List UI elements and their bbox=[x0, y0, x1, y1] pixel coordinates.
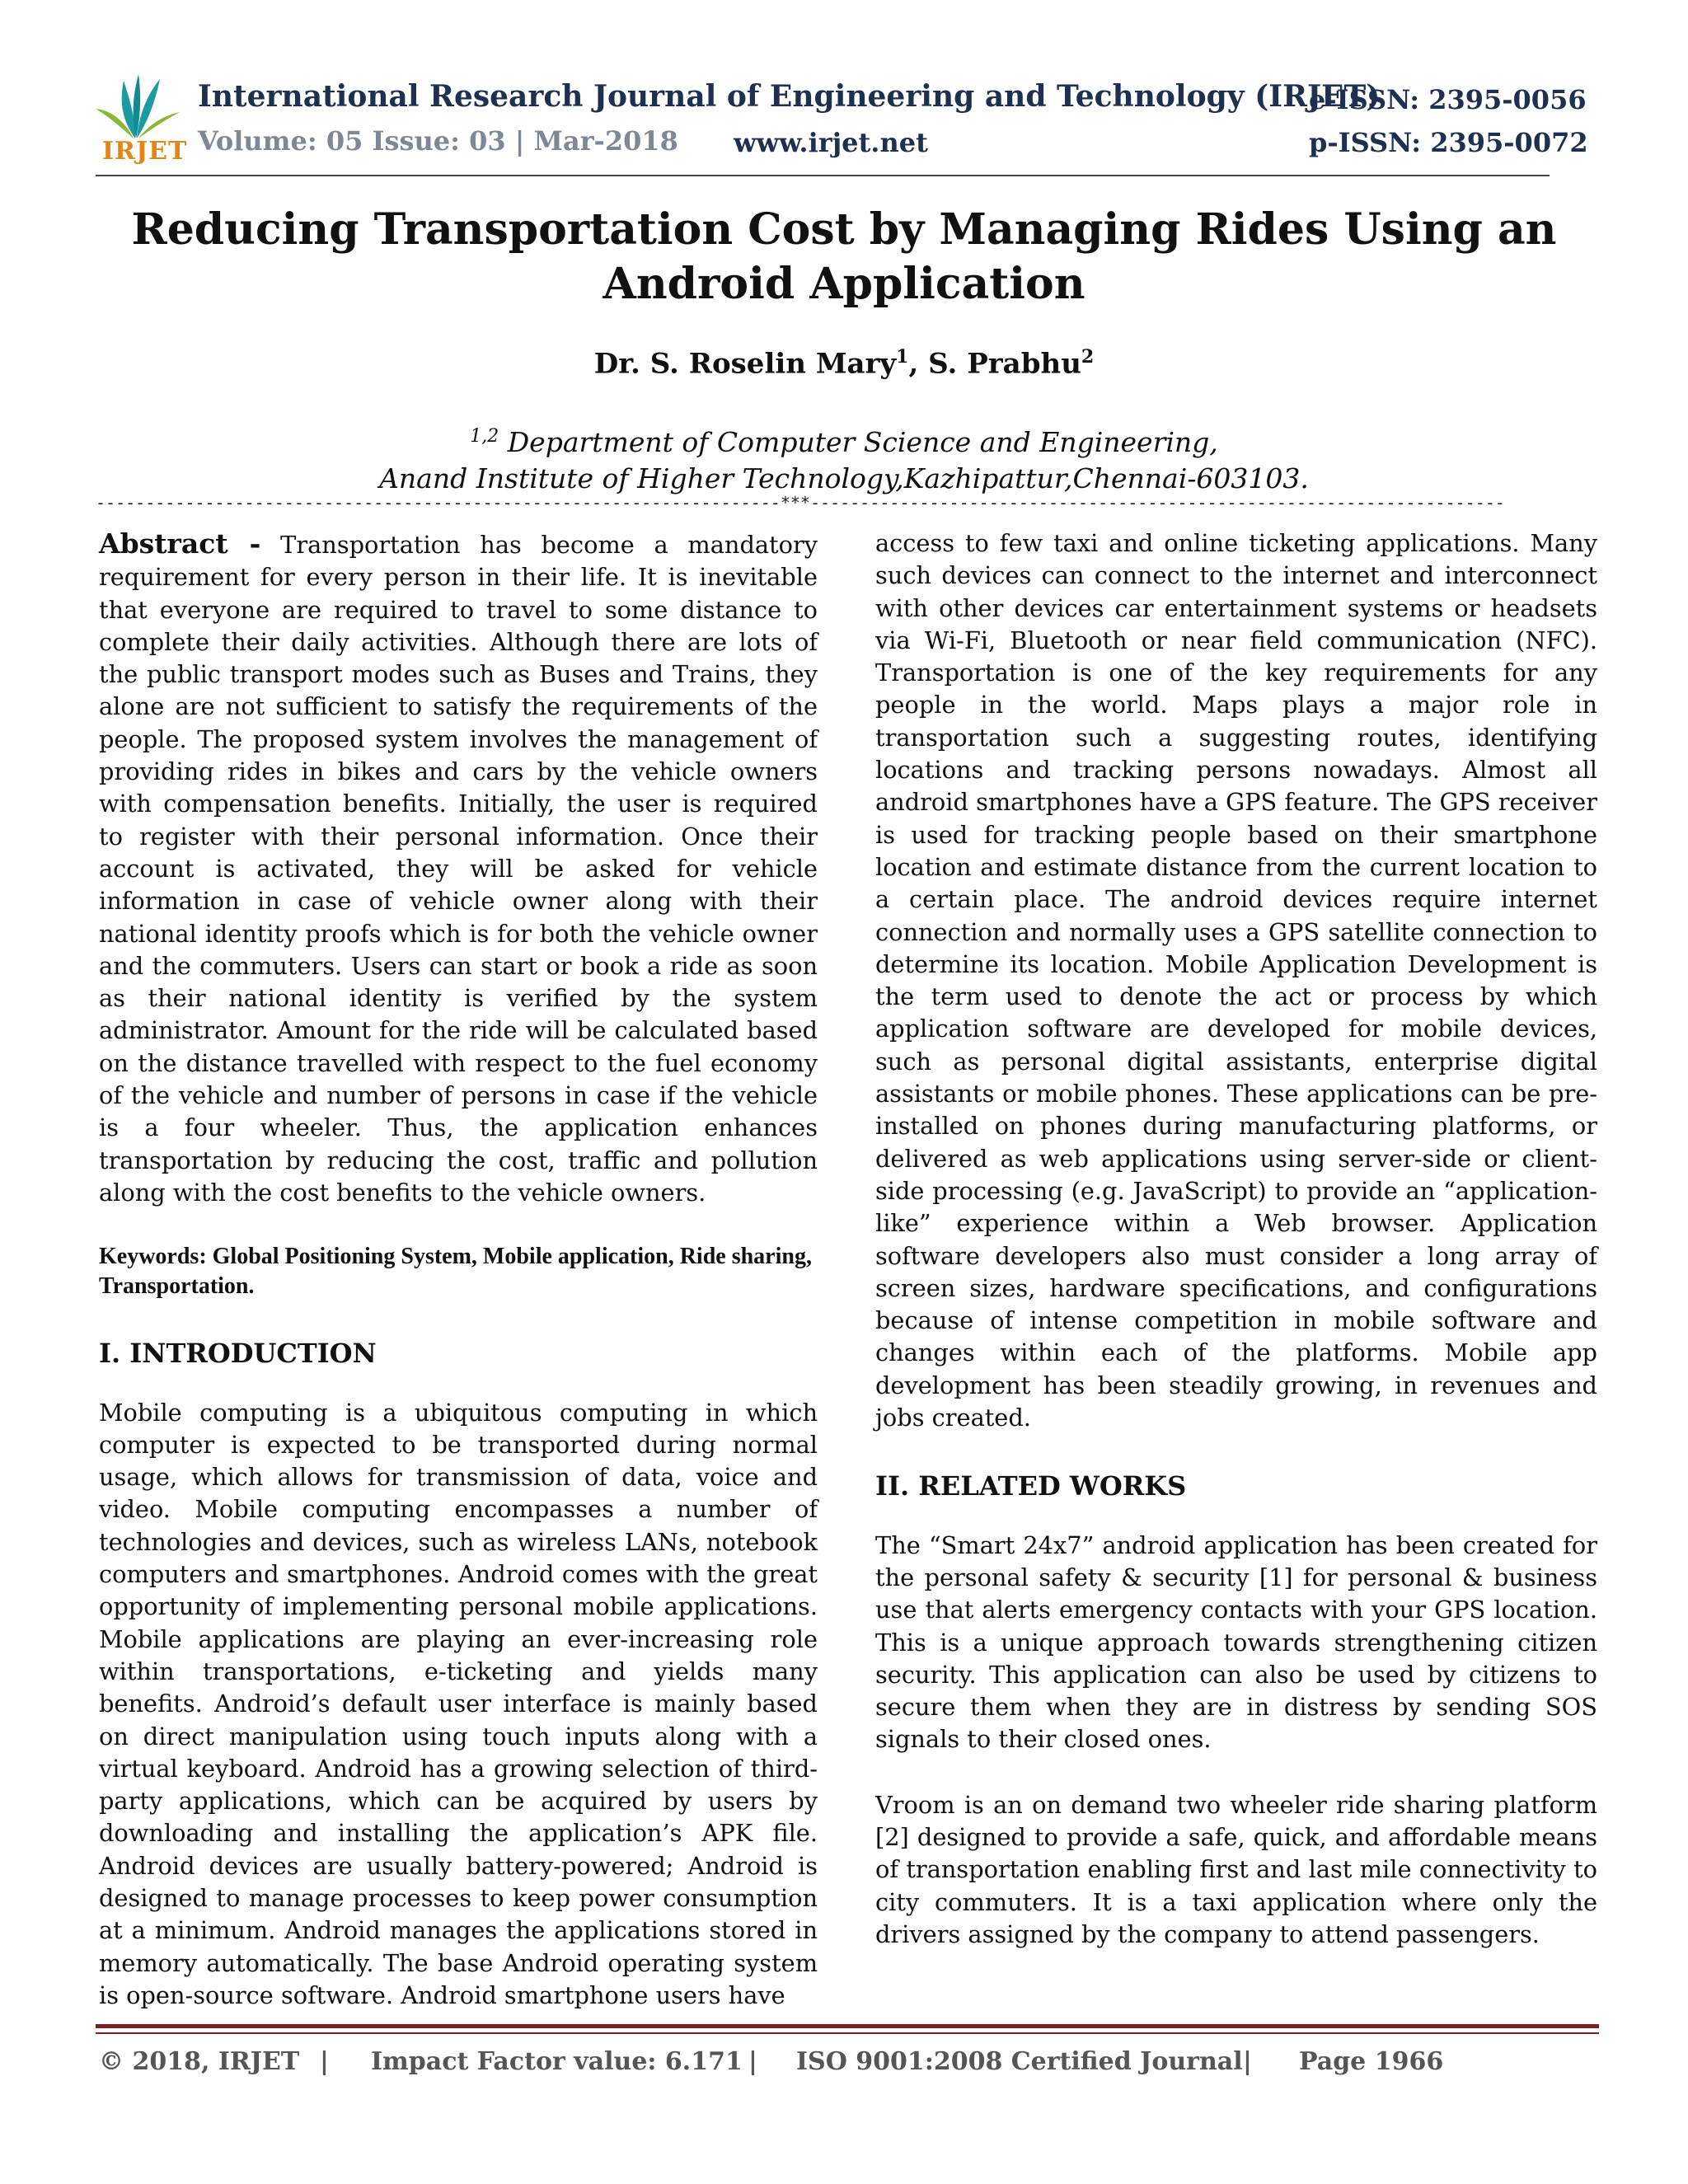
affiliation bbox=[115, 419, 1573, 497]
footer-separator: | bbox=[748, 2047, 757, 2076]
footer-divider-thick bbox=[96, 2024, 1599, 2028]
irjet-logo bbox=[91, 73, 188, 171]
section-separator: ---------------------------------------------------------------------***---------------------------------------------------------------------- bbox=[96, 493, 1505, 513]
logo-leaf-icon bbox=[91, 73, 183, 142]
author-name: S. Prabhu bbox=[928, 347, 1081, 381]
paper-title: Reducing Transportation Cost by Managing Rides Using an Android Application bbox=[131, 204, 1557, 309]
author-name: Dr. S. Roselin Mary bbox=[593, 347, 897, 381]
e-issn: e-ISSN: 2395-0056 bbox=[1309, 84, 1587, 115]
author-separator: , bbox=[908, 347, 929, 381]
related-works-paragraph: The “Smart 24x7” android application has been created for the personal safety & security [1] for personal & business use that alerts emergency contacts with your GPS location. This is a unique approach towards strengthening citizen security. This application can also be used by citizens to secure them when they are in distress by sending SOS signals to their closed ones. bbox=[875, 1530, 1597, 1754]
introduction-text: Mobile computing is a ubiquitous computing in which computer is expected to be transported during normal usage, which allows for transmission of data, voice and video. Mobile computing encompasses a number of technologies and devices, such as wireless LANs, notebook computers and smartphones. Android comes with the great opportunity of implementing personal mobile applications. Mobile applications are playing an ever-increasing role within transportations, e-ticketing and yields many benefits. Android’s default user interface is mainly based on direct manipulation using touch inputs along with a virtual keyboard. Android has a growing selection of third-party applications, which can be acquired by users by downloading and installing the application’s APK file. Android devices are usually battery-powered; Android is designed to manage processes to keep power consumption at a minimum. Android manages the applications stored in memory automatically. The base Android operating system is open-source software. Android smartphone users have bbox=[99, 1398, 818, 2009]
left-column bbox=[99, 527, 818, 2012]
author-affil-mark: 1 bbox=[896, 346, 909, 368]
footer-divider-thin bbox=[96, 2032, 1599, 2034]
footer-impact-factor: Impact Factor value: 6.171 bbox=[371, 2047, 743, 2076]
affiliation-institute: Anand Institute of Higher Technology,Kazhipattur,Chennai-603103. bbox=[379, 462, 1309, 494]
affiliation-department: Department of Computer Science and Engineering, bbox=[499, 426, 1218, 458]
author-list bbox=[115, 346, 1573, 380]
keywords: Keywords: Global Positioning System, Mobile application, Ride sharing, Transportation. bbox=[99, 1244, 812, 1300]
footer-page-number: Page 1966 bbox=[1299, 2047, 1444, 2076]
footer-copyright: © 2018, IRJET bbox=[99, 2047, 300, 2076]
logo-wordmark: IRJET bbox=[102, 137, 188, 166]
author-affil-mark: 2 bbox=[1081, 346, 1095, 368]
related-works-paragraph: Vroom is an on demand two wheeler ride sharing platform [2] designed to provide a safe, quick, and affordable means of transportation enabling first and last mile connectivity to city commuters. It is a taxi application where only the drivers assigned by the company to attend passengers. bbox=[875, 1790, 1597, 1948]
footer-separator: | bbox=[320, 2047, 329, 2076]
volume-issue: Volume: 05 Issue: 03 | Mar-2018 bbox=[198, 125, 678, 157]
abstract bbox=[99, 527, 818, 1209]
journal-website-link[interactable]: www.irjet.net bbox=[734, 127, 928, 158]
affiliation-mark: 1,2 bbox=[470, 426, 499, 447]
footer-iso: ISO 9001:2008 Certified Journal bbox=[796, 2047, 1243, 2076]
introduction-text-continued: access to few taxi and online ticketing applications. Many such devices can connect to the internet and interconnect with other devices car entertainment systems or headsets via Wi-Fi, Bluetooth or near field communication (NFC). Transportation is one of the key requirements for any people in the world. Maps plays a major role in transportation such a suggesting routes, identifying locations and tracking persons nowadays. Almost all android smartphones have a GPS feature. The GPS receiver is used for tracking people based on their smartphone location and estimate distance from the current location to a certain place. The android devices require internet connection and normally uses a GPS satellite connection to determine its location. Mobile Application Development is the term used to denote the act or process by which application software are developed for mobile devices, such as personal digital assistants, enterprise digital assistants or mobile phones. These applications can be pre-installed on phones during manufacturing platforms, or delivered as web applications using server-side or client-side processing (e.g. JavaScript) to provide an “application-like” experience within a Web browser. Application software developers also must consider a long array of screen sizes, hardware specifications, and configurations because of intense competition in mobile software and changes within each of the platforms. Mobile app development has been steadily growing, in revenues and jobs created. bbox=[875, 529, 1597, 1432]
affiliation-line bbox=[115, 419, 1573, 461]
p-issn: p-ISSN: 2395-0072 bbox=[1309, 127, 1588, 158]
abstract-label: Abstract - bbox=[99, 527, 261, 560]
abstract-text: Transportation has become a mandatory requirement for every person in their life. It is inevitable that everyone are required to travel to some distance to complete their daily activities. Although there are lots of the public transport modes such as Buses and Trains, they alone are not sufficient to satisfy the requirements of the people. The proposed system involves the management of providing rides in bikes and cars by the vehicle owners with compensation benefits. Initially, the user is required to register with their personal information. Once their account is activated, they will be asked for vehicle information in case of vehicle owner along with their national identity proofs which is for both the vehicle owner and the commuters. Users can start or book a ride as soon as their national identity is verified by the system administrator. Amount for the ride will be calculated based on the distance travelled with respect to the fuel economy of the vehicle and number of persons in case if the vehicle is a four wheeler. Thus, the application enhances transportation by reducing the cost, traffic and pollution along with the cost benefits to the vehicle owners. bbox=[99, 531, 818, 1207]
header-divider bbox=[96, 175, 1550, 176]
related-works-heading: II. RELATED WORKS bbox=[875, 1470, 1187, 1502]
introduction-heading: I. INTRODUCTION bbox=[99, 1338, 377, 1370]
footer-separator: | bbox=[1243, 2047, 1252, 2076]
right-column bbox=[875, 527, 1597, 1951]
journal-name: International Research Journal of Engineering and Technology (IRJET) bbox=[198, 79, 1381, 114]
